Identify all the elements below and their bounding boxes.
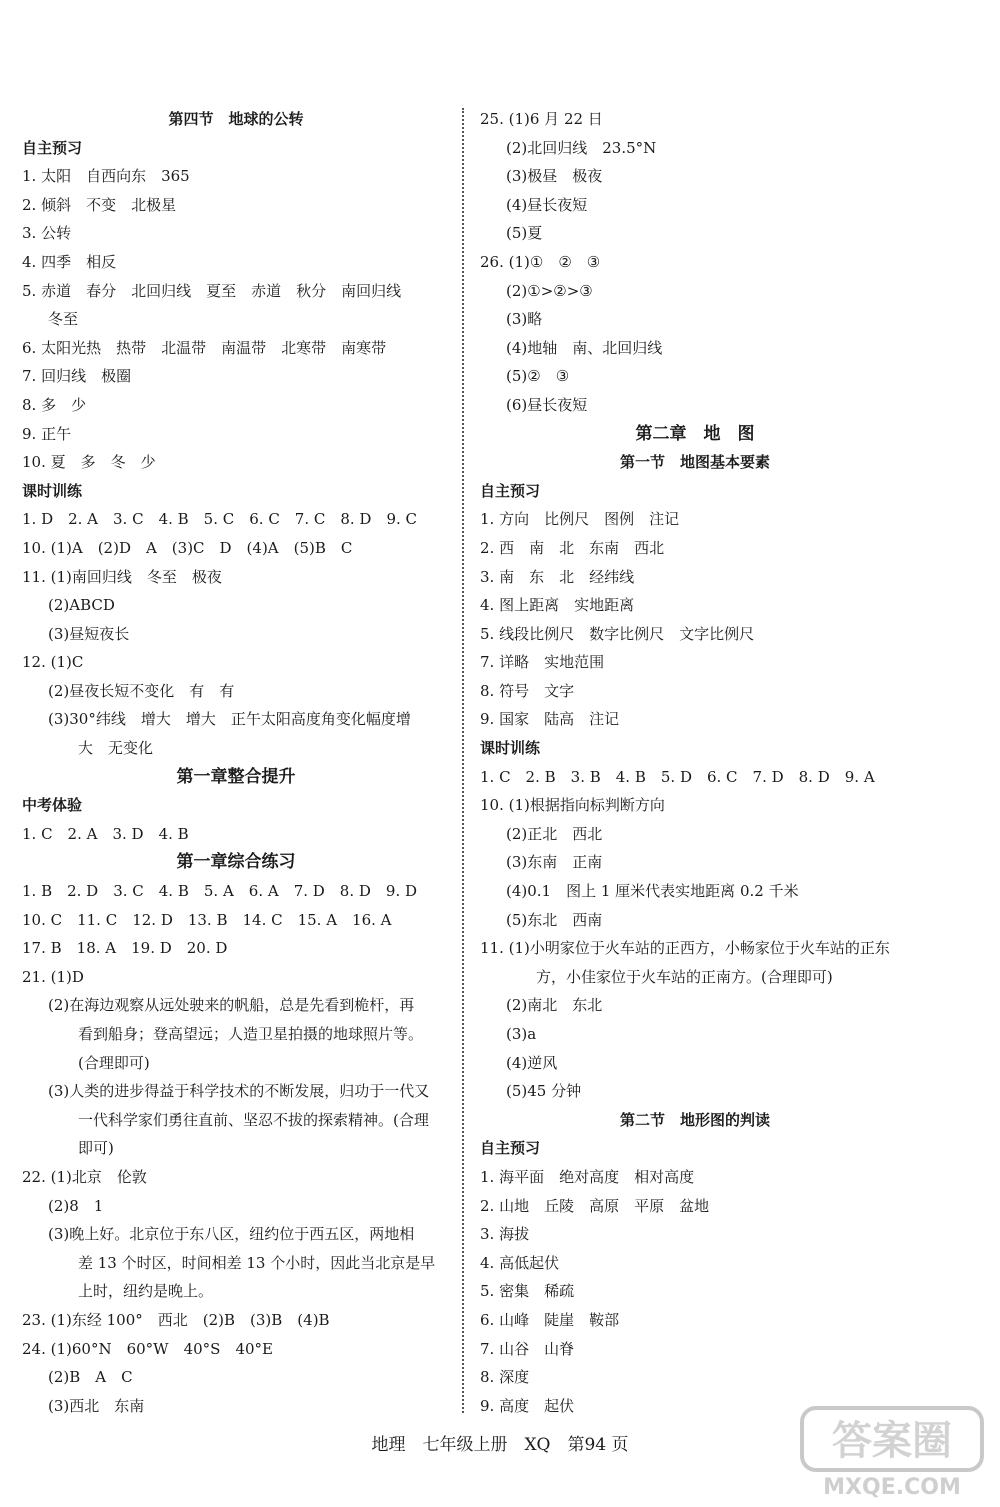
answer-line: (4)地轴 南、北回归线 [506,338,663,357]
answer-line: (2)昼夜长短不变化 有 有 [48,681,235,700]
answer-line: 26. (1)① ② ③ [480,252,601,271]
section-heading: 第一节 地图基本要素 [619,453,770,472]
answer-line: 5. 线段比例尺 数字比例尺 文字比例尺 [480,624,755,643]
answer-line: 24. (1)60°N 60°W 40°S 40°E [22,1339,273,1358]
answer-line: 21. (1)D [22,967,84,986]
chapter-heading: 第二章 地 图 [635,423,755,444]
answer-line: 22. (1)北京 伦敦 [22,1167,147,1186]
answer-line: 6. 太阳光热 热带 北温带 南温带 北寒带 南寒带 [22,338,387,357]
svg-text:MXQE.COM: MXQE.COM [823,1475,961,1500]
answer-line: 10. (1)A (2)D A (3)C D (4)A (5)B C [22,538,353,557]
answer-line: 1. C 2. A 3. D 4. B [22,824,189,843]
answer-line: 5. 赤道 春分 北回归线 夏至 赤道 秋分 南回归线 [22,281,402,300]
answer-line: 1. 方向 比例尺 图例 注记 [480,510,680,529]
answer-line: 10. C 11. C 12. D 13. B 14. C 15. A 16. A [22,910,392,929]
answer-line: (4)昼长夜短 [506,195,588,214]
answer-line: (2)ABCD [48,596,115,615]
column-divider [462,108,464,1413]
answer-line: (3)30°纬线 增大 增大 正午太阳高度角变化幅度增 [48,710,411,729]
answer-line: 12. (1)C [22,653,84,672]
answer-line: 17. B 18. A 19. D 20. D [22,939,228,958]
answer-line: 11. (1)南回归线 冬至 极夜 [22,567,222,586]
answer-line: 3. 公转 [22,224,72,243]
subheading: 课时训练 [22,481,83,500]
answer-line: 一代科学家们勇往直前、坚忍不拔的探索精神。(合理 [78,1110,429,1129]
answer-line: (2)正北 西北 [506,824,603,843]
page-footer: 地理 七年级上册 XQ 第94 页 [371,1435,629,1455]
answer-line: 7. 回归线 极圈 [22,367,132,386]
answer-line: 大 无变化 [78,739,154,758]
right-column [480,105,910,1420]
answer-line: 4. 高低起伏 [480,1253,560,1272]
answer-line: (2)在海边观察从远处驶来的帆船，总是先看到桅杆，再 [48,996,415,1015]
answer-line: (5)45 分钟 [506,1082,582,1101]
answer-line: 10. 夏 多 冬 少 [22,453,156,472]
answer-line: 方，小佳家位于火车站的正南方。(合理即可) [536,967,833,986]
answer-line: 4. 四季 相反 [22,252,117,271]
answer-line: (6)昼长夜短 [506,395,588,414]
subheading: 自主预习 [480,481,541,500]
answer-line: 25. (1)6 月 22 日 [480,110,603,128]
answer-line: 冬至 [48,310,79,329]
subheading: 自主预习 [480,1139,541,1158]
answer-line: (3)昼短夜长 [48,624,130,643]
answer-line: (2)8 1 [48,1196,104,1215]
answer-line: 7. 详略 实地范围 [480,653,605,672]
section-heading: 第四节 地球的公转 [168,110,304,128]
subheading: 中考体验 [22,796,83,815]
answer-line: 1. 太阳 自西向东 365 [22,167,190,186]
answer-line: 11. (1)小明家位于火车站的正西方，小畅家位于火车站的正东 [480,939,890,958]
answer-line: 9. 正午 [22,424,72,443]
section-heading: 第二节 地形图的判读 [619,1110,770,1129]
answer-line: 8. 多 少 [22,395,87,414]
answer-line: 2. 山地 丘陵 高原 平原 盆地 [480,1196,710,1215]
answer-line: 即可) [78,1139,114,1158]
answer-line: 看到船身；登高望远；人造卫星拍摄的地球照片等。 [78,1025,424,1043]
answer-line: 1. D 2. A 3. C 4. B 5. C 6. C 7. C 8. D 9. C [22,510,418,529]
answer-line: (2)南北 东北 [506,996,603,1015]
answer-line: (3)东南 正南 [506,853,603,872]
answer-line: (3)a [506,1025,537,1043]
answer-line: 5. 密集 稀疏 [480,1282,575,1301]
answer-line: 上时，纽约是晚上。 [78,1282,214,1301]
answer-line: (3)极昼 极夜 [506,167,603,186]
chapter-heading: 第一章整合提升 [176,766,296,787]
answer-line: 8. 符号 文字 [480,681,575,700]
answer-line: 8. 深度 [480,1368,530,1387]
answer-line: 9. 国家 陆高 注记 [480,710,620,729]
answer-line: 1. B 2. D 3. C 4. B 5. A 6. A 7. D 8. D 9. D [22,882,418,901]
answer-line: (3)人类的进步得益于科学技术的不断发展，归功于一代又 [48,1082,430,1101]
answer-line: 2. 西 南 北 东南 西北 [480,538,665,557]
answer-line: 9. 高度 起伏 [480,1396,575,1415]
answer-line: 23. (1)东经 100° 西北 (2)B (3)B (4)B [22,1310,330,1329]
answer-line: (2)①>②>③ [506,281,593,300]
subheading: 课时训练 [480,739,541,758]
left-column [22,105,450,1420]
answer-line: (5)东北 西南 [506,910,603,929]
answer-line: 差 13 个时区，时间相差 13 个小时，因此当北京是早 [78,1253,436,1272]
answer-line: (5)② ③ [506,367,570,386]
answer-line: (2)北回归线 23.5°N [506,138,657,157]
chapter-heading: 第一章综合练习 [176,852,296,873]
answer-line: (4)逆风 [506,1053,558,1072]
answer-line: (3)西北 东南 [48,1396,145,1415]
answer-line: (3)晚上好。北京位于东八区，纽约位于西五区，两地相 [48,1225,415,1244]
subheading: 自主预习 [22,138,83,157]
answer-line: 2. 倾斜 不变 北极星 [22,195,177,214]
answer-line: (3)略 [506,310,543,329]
answer-line: 1. 海平面 绝对高度 相对高度 [480,1167,695,1186]
answer-line: 10. (1)根据指向标判断方向 [480,796,665,815]
svg-text:答案圈: 答案圈 [832,1418,952,1464]
answer-line: (2)B A C [48,1368,133,1387]
answer-line: (5)夏 [506,224,543,243]
answer-line: (4)0.1 图上 1 厘米代表实地距离 0.2 千米 [506,882,799,901]
answer-line: 3. 南 东 北 经纬线 [480,567,635,586]
answer-line: 7. 山谷 山脊 [480,1339,575,1358]
answer-line: (合理即可) [78,1053,150,1072]
answer-line: 6. 山峰 陡崖 鞍部 [480,1310,620,1329]
answer-line: 1. C 2. B 3. B 4. B 5. D 6. C 7. D 8. D 9. A [480,767,875,786]
answer-line: 4. 图上距离 实地距离 [480,596,635,615]
watermark-logo [798,1406,988,1501]
answer-line: 3. 海拔 [480,1225,530,1244]
